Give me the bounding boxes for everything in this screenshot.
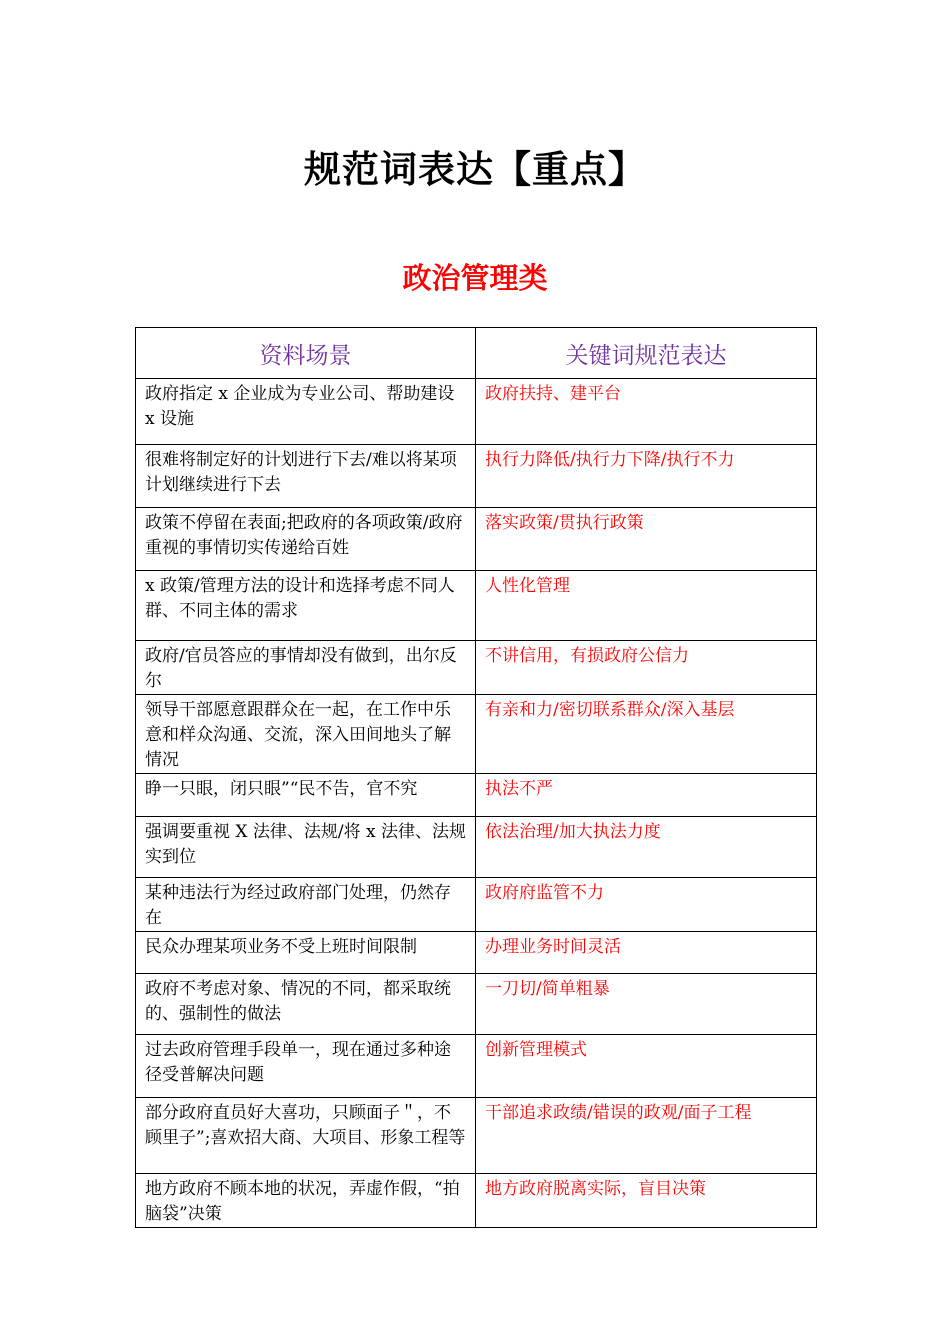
header-scene: 资料场景 [136,328,476,379]
table-row [136,641,817,695]
keyword-cell: 执行力降低/执行力下降/执行不力 [476,445,817,508]
keyword-cell: 政府扶持、建平台 [476,379,817,445]
scene-cell: x 政策/管理方法的设计和选择考虑不同人群、不同主体的需求 [136,571,476,641]
keyword-table [135,327,817,1228]
scene-cell: 睁一只眼，闭只眼”“民不告，官不究 [136,774,476,817]
table-header-row [136,328,817,379]
keyword-cell: 不讲信用，有损政府公信力 [476,641,817,695]
scene-cell: 政府/官员答应的事情却没有做到，出尔反尔 [136,641,476,695]
keyword-cell: 人性化管理 [476,571,817,641]
scene-cell: 某种违法行为经过政府部门处理，仍然存在 [136,878,476,932]
table-row [136,774,817,817]
scene-cell: 政策不停留在表面;把政府的各项政策/政府重视的事情切实传递给百姓 [136,508,476,571]
table-row [136,379,817,445]
scene-cell: 政府不考虑对象、情况的不同，都采取统的、强制性的做法 [136,974,476,1035]
table-row [136,445,817,508]
keyword-cell: 地方政府脱离实际，盲目决策 [476,1174,817,1228]
keyword-cell: 执法不严 [476,774,817,817]
scene-cell: 强调要重视 X 法律、法规/将 x 法律、法规实到位 [136,817,476,878]
keyword-cell: 办理业务时间灵活 [476,932,817,974]
section-title: 政治管理类 [402,261,548,295]
keyword-cell: 创新管理模式 [476,1035,817,1098]
keyword-cell: 干部追求政绩/错误的政观/面子工程 [476,1098,817,1174]
keyword-cell: 落实政策/贯执行政策 [476,508,817,571]
keyword-cell: 有亲和力/密切联系群众/深入基层 [476,695,817,774]
scene-cell: 部分政府直员好大喜功，只顾面子＂，不顾里子”;喜欢招大商、大项目、形象工程等 [136,1098,476,1174]
scene-cell: 很难将制定好的计划进行下去/难以将某项计划继续进行下去 [136,445,476,508]
table-row [136,508,817,571]
scene-cell: 民众办理某项业务不受上班时间限制 [136,932,476,974]
table-row [136,1098,817,1174]
keyword-cell: 一刀切/简单粗暴 [476,974,817,1035]
keyword-cell: 依法治理/加大执法力度 [476,817,817,878]
keyword-cell: 政府府监管不力 [476,878,817,932]
table-row [136,695,817,774]
table-row [136,878,817,932]
table-row [136,932,817,974]
scene-cell: 政府指定 x 企业成为专业公司、帮助建设 x 设施 [136,379,476,445]
scene-cell: 地方政府不顾本地的状况，弄虚作假，“拍脑袋”决策 [136,1174,476,1228]
table-row [136,1174,817,1228]
scene-cell: 领导干部愿意跟群众在一起，在工作中乐意和样众沟通、交流，深入田间地头了解情况 [136,695,476,774]
header-keyword: 关键词规范表达 [476,328,817,379]
table-row [136,974,817,1035]
table-row [136,1035,817,1098]
table-row [136,571,817,641]
page-title: 规范词表达【重点】 [304,147,646,191]
table-row [136,817,817,878]
scene-cell: 过去政府管理手段单一，现在通过多种途径受普解决问题 [136,1035,476,1098]
